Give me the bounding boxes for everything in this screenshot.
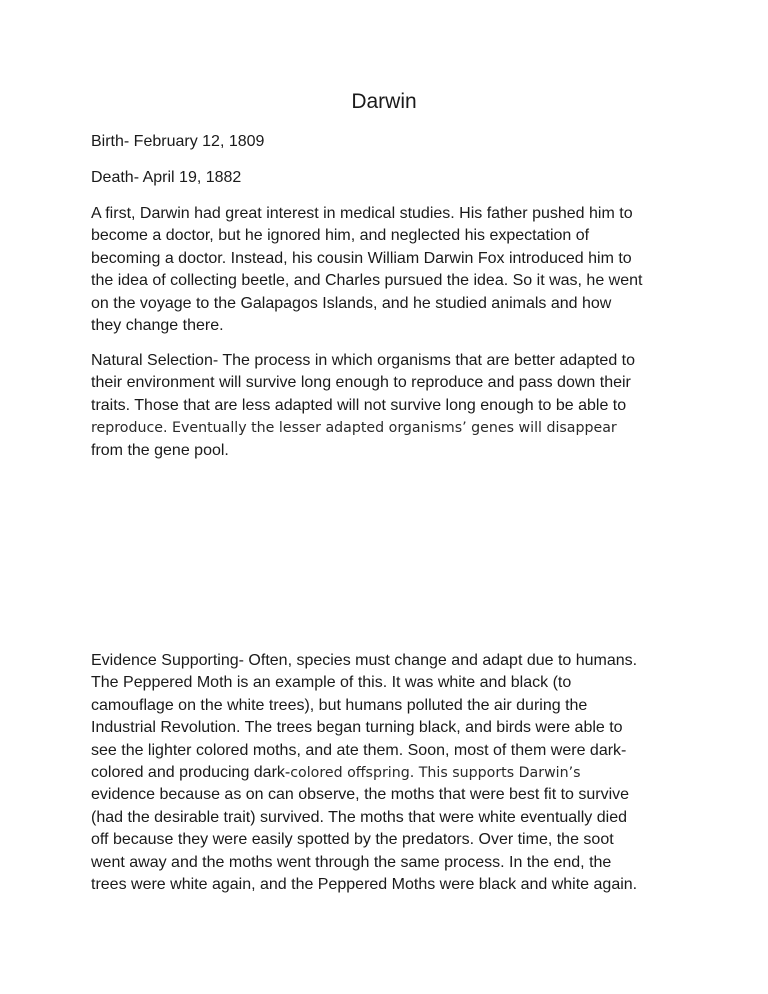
paragraph-line: the idea of collecting beetle, and Charles pursued the idea. So it was, he went bbox=[91, 272, 643, 290]
paragraph-line: reproduce. Eventually the lesser adapted organisms’ genes will disappear bbox=[91, 420, 617, 437]
paragraph-early-life bbox=[91, 203, 691, 337]
paragraph-evidence-supporting bbox=[91, 650, 691, 896]
paragraph-line: on the voyage to the Galapagos Islands, and he studied animals and how bbox=[91, 294, 612, 312]
paragraph-line: evidence because as on can observe, the moths that were best fit to survive bbox=[91, 786, 630, 804]
paragraph-line: from the gene pool. bbox=[91, 441, 229, 459]
paragraph-line: (had the desirable trait) survived. The moths that were white eventually died bbox=[91, 808, 627, 826]
paragraph-line: The Peppered Moth is an example of this. It was white and black (to bbox=[91, 674, 572, 692]
paragraph-line: Evidence Supporting- Often, species must change and adapt due to humans. bbox=[91, 652, 638, 669]
paragraph-line: A first, Darwin had great interest in medical studies. His father pushed him to bbox=[91, 205, 633, 222]
paragraph-line: camouflage on the white trees), but humans polluted the air during the bbox=[91, 696, 588, 714]
paragraph-line: Industrial Revolution. The trees began turning black, and birds were able to bbox=[91, 719, 623, 737]
paragraph-line-segment: colored and producing dark- bbox=[91, 764, 291, 782]
paragraph-line: they change there. bbox=[91, 317, 224, 335]
paragraph-line: went away and the moths went through the same process. In the end, the bbox=[91, 853, 612, 871]
paragraph-line: off because they were easily spotted by the predators. Over time, the soot bbox=[91, 831, 614, 849]
page-title: Darwin bbox=[351, 90, 417, 113]
paragraph-line bbox=[91, 762, 691, 784]
paragraph-line: trees were white again, and the Peppered Moths were black and white again. bbox=[91, 876, 638, 894]
paragraph-line: see the lighter colored moths, and ate them. Soon, most of them were dark- bbox=[91, 741, 627, 759]
birth-date: Birth- February 12, 1809 bbox=[91, 133, 265, 150]
death-date: Death- April 19, 1882 bbox=[91, 169, 242, 186]
paragraph-line-segment: colored offspring. This supports Darwin’s bbox=[290, 765, 581, 782]
paragraph-line: become a doctor, but he ignored him, and neglected his expectation of bbox=[91, 227, 590, 245]
paragraph-line: traits. Those that are less adapted will not survive long enough to be able to bbox=[91, 396, 627, 414]
paragraph-line: Natural Selection- The process in which organisms that are better adapted to bbox=[91, 352, 635, 369]
paragraph-line: becoming a doctor. Instead, his cousin William Darwin Fox introduced him to bbox=[91, 249, 632, 267]
paragraph-natural-selection bbox=[91, 350, 691, 462]
paragraph-line: their environment will survive long enough to reproduce and pass down their bbox=[91, 374, 631, 392]
